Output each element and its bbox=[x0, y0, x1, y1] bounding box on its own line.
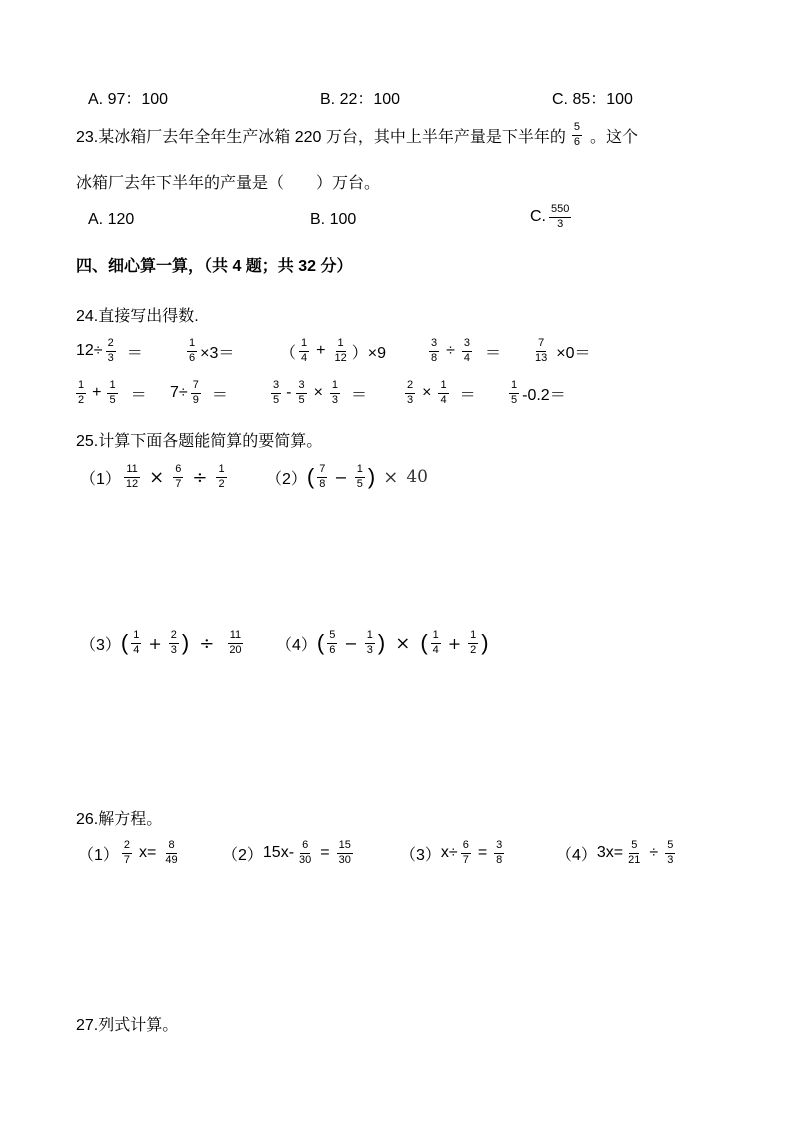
fraction: $\frac{11}{20}$ bbox=[229, 629, 242, 656]
fraction: $\frac{3}{8}$ bbox=[431, 337, 438, 364]
q26-equation-3: （3） x÷ $\frac{6}{7}$ = $\frac{3}{8}$ bbox=[400, 839, 503, 866]
q23-question-line1 bbox=[76, 122, 638, 148]
question-text: 。这个 bbox=[589, 128, 638, 146]
fraction: $\frac{1}{2}$ bbox=[78, 379, 85, 406]
fraction: $\frac{7}{13}$ bbox=[535, 337, 548, 364]
q25-problem-3: （3） ( $\frac{1}{4}$ + $\frac{2}{3}$ ) ÷ $\frac{11}{20}$ bbox=[80, 629, 242, 656]
problem-label: （3） bbox=[400, 846, 441, 864]
q25-title bbox=[76, 428, 322, 451]
q26-equation-4: （4） 3x= $\frac{5}{21}$ ÷ $\frac{5}{3}$ bbox=[556, 839, 674, 866]
fraction: $\frac{2}{3}$ bbox=[170, 629, 177, 656]
q23-option-b bbox=[310, 211, 356, 229]
q24-expr-1-1: 12÷ $\frac{2}{3}$ ＝ bbox=[76, 337, 143, 364]
fraction: $\frac{1}{4}$ bbox=[301, 337, 308, 364]
q24-expr-2-3: $\frac{3}{5}$ - $\frac{3}{5}$ × $\frac{1}{3}$ ＝ bbox=[273, 379, 368, 406]
q24-expr-2-2: 7÷ $\frac{7}{9}$ ＝ bbox=[170, 379, 228, 406]
q25-problem-4: （4） ( $\frac{5}{6}$ − $\frac{1}{3}$ ) × ( $\frac{1}{4}$ + $\frac{1}{2}$ ) bbox=[276, 629, 489, 656]
question-text: 冰箱厂去年下半年的产量是（ ）万台。 bbox=[76, 175, 381, 192]
q23-option-c bbox=[530, 204, 574, 230]
problem-label: （1） bbox=[78, 846, 119, 864]
fraction: $\frac{8}{49}$ bbox=[165, 839, 178, 866]
option-text: B. 22：100 bbox=[320, 91, 401, 108]
q24-expr-1-4: $\frac{3}{8}$ ÷ $\frac{3}{4}$ ＝ bbox=[431, 337, 502, 364]
option-text: A. 97：100 bbox=[88, 91, 169, 108]
section-4-title bbox=[76, 253, 352, 276]
fraction: $\frac{11}{12}$ bbox=[125, 463, 139, 490]
fraction: $\frac{1}{4}$ bbox=[440, 379, 447, 406]
q24-title bbox=[76, 303, 199, 326]
fraction: $\frac{3}{5}$ bbox=[298, 379, 305, 406]
problem-label: （2） bbox=[222, 846, 263, 864]
section-title-text: 四、细心算一算，（共 4 题；共 32 分） bbox=[76, 258, 353, 275]
q22-option-b bbox=[320, 86, 400, 109]
fraction: $\frac{7}{9}$ bbox=[192, 379, 199, 406]
problem-label: （4） bbox=[556, 846, 597, 864]
q26-title bbox=[76, 806, 162, 829]
fraction: $\frac{3}{4}$ bbox=[463, 337, 471, 364]
fraction: $\frac{1}{4}$ bbox=[133, 629, 140, 656]
q24-expr-1-5: $\frac{7}{13}$ ×0＝ bbox=[535, 337, 591, 364]
fraction: $\frac{3}{5}$ bbox=[273, 379, 280, 406]
fraction: $\frac{1}{4}$ bbox=[432, 629, 439, 656]
q27-title bbox=[76, 1012, 178, 1035]
fraction: $\frac{6}{7}$ bbox=[462, 839, 469, 866]
option-text: C. 85：100 bbox=[552, 91, 633, 108]
fraction: $\frac{1}{5}$ bbox=[356, 463, 363, 490]
fraction: $\frac{15}{30}$ bbox=[338, 839, 351, 866]
option-text: A. 120 bbox=[88, 211, 135, 228]
q22-option-c bbox=[552, 86, 633, 109]
fraction: $\frac{3}{8}$ bbox=[496, 839, 503, 866]
fraction: $\frac{5}{3}$ bbox=[667, 839, 674, 866]
fraction: $\frac{1}{6}$ bbox=[189, 337, 196, 364]
question-text: 27.列式计算。 bbox=[76, 1017, 179, 1034]
problem-label: （4） bbox=[276, 636, 317, 654]
q24-expr-1-2: $\frac{1}{6}$ ×3＝ bbox=[189, 337, 235, 364]
fraction: $\frac{1}{5}$ bbox=[109, 379, 116, 406]
q26-equation-1: （1） $\frac{2}{7}$ x= $\frac{8}{49}$ bbox=[78, 839, 178, 866]
fraction: $\frac{1}{3}$ bbox=[366, 629, 373, 656]
fraction: $\frac{1}{12}$ bbox=[334, 337, 347, 364]
option-text: B. 100 bbox=[310, 211, 357, 228]
option-text: C. bbox=[530, 208, 546, 226]
q23-option-a bbox=[88, 211, 134, 229]
q24-expr-1-3: （ $\frac{1}{4}$ + $\frac{1}{12}$ ）×9 bbox=[280, 337, 386, 364]
q24-expr-2-1: $\frac{1}{2}$ + $\frac{1}{5}$ ＝ bbox=[78, 379, 147, 406]
fraction: $\frac{5}{6}$ bbox=[573, 121, 580, 148]
fraction: $\frac{1}{2}$ bbox=[218, 463, 225, 490]
problem-label: （2） bbox=[266, 470, 307, 488]
question-text: 25.计算下面各题能简算的要简算。 bbox=[76, 433, 323, 450]
problem-label: （3） bbox=[80, 636, 121, 654]
q25-problem-2: （2） ( $\frac{7}{8}$ − $\frac{1}{5}$ ) × 40 bbox=[266, 463, 428, 490]
fraction: $\frac{1}{3}$ bbox=[331, 379, 339, 406]
fraction: $\frac{7}{8}$ bbox=[319, 463, 326, 490]
fraction: $\frac{550}{3}$ bbox=[551, 203, 570, 230]
q24-expr-2-5: $\frac{1}{5}$ -0.2＝ bbox=[511, 379, 566, 406]
fraction: $\frac{1}{2}$ bbox=[470, 629, 477, 656]
question-text: 26.解方程。 bbox=[76, 811, 163, 828]
fraction: $\frac{1}{5}$ bbox=[511, 379, 518, 406]
q24-expr-2-4: $\frac{2}{3}$ × $\frac{1}{4}$ ＝ bbox=[407, 379, 476, 406]
fraction: $\frac{2}{3}$ bbox=[107, 337, 114, 364]
q23-question-line2 bbox=[76, 170, 380, 193]
question-text: 23.某冰箱厂去年全年生产冰箱 220 万台，其中上半年产量是下半年的 bbox=[76, 128, 566, 146]
q26-equation-2: （2） 15x- $\frac{6}{30}$ = $\frac{15}{30}$ bbox=[222, 839, 351, 866]
fraction: $\frac{2}{7}$ bbox=[123, 839, 131, 866]
problem-label: （1） bbox=[80, 470, 121, 488]
question-text: 24.直接写出得数. bbox=[76, 308, 199, 325]
fraction: $\frac{2}{3}$ bbox=[407, 379, 414, 406]
fraction: $\frac{5}{21}$ bbox=[628, 839, 641, 866]
fraction: $\frac{6}{7}$ bbox=[175, 463, 182, 490]
fraction: $\frac{6}{30}$ bbox=[299, 839, 312, 866]
fraction: $\frac{5}{6}$ bbox=[329, 629, 336, 656]
q25-problem-1: （1） $\frac{11}{12}$ × $\frac{6}{7}$ ÷ $\frac{1}{2}$ bbox=[80, 463, 225, 490]
q22-option-a bbox=[88, 86, 168, 109]
